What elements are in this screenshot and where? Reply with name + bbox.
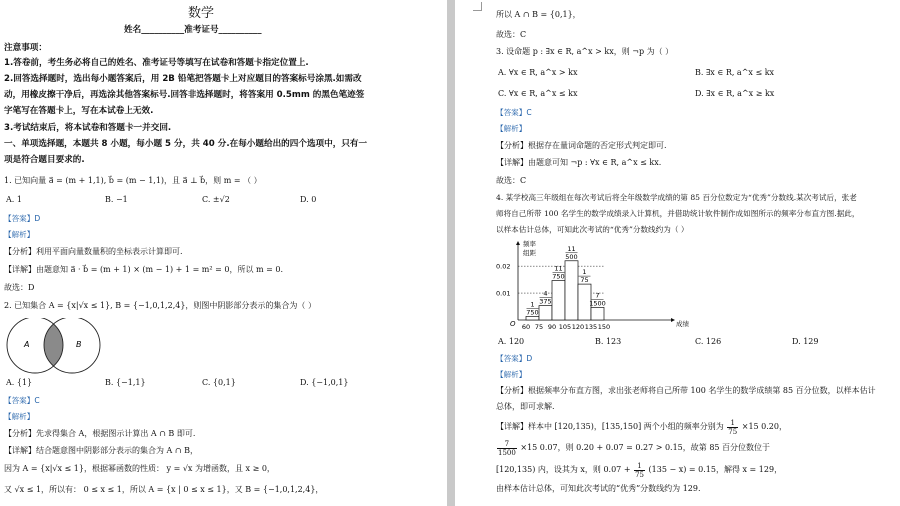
q1-option-b: B. −1 — [105, 195, 128, 204]
bar-label-den: 1500 — [589, 299, 606, 308]
venn-diagram — [2, 318, 106, 376]
q2-line-2: 又 √x ≤ 1，所以有： 0 ≤ x ≤ 1，所以 A = {x | 0 ≤ x ≤ 1}，又 B = {−1,0,1,2,4}， — [4, 485, 324, 494]
q3-option-a: A. ∀x ∈ R, a^x > kx — [498, 68, 578, 77]
q4-option-d: D. 129 — [792, 337, 819, 346]
q1-jiexi: 【解析】 — [4, 230, 35, 239]
y-tick-label: 0.01 — [496, 289, 511, 298]
q4-xiangjie-2 — [496, 438, 770, 458]
q1-xiangjie: 【详解】由题意知 a⃗ · b⃗ = (m + 1) × (m − 1) + 1 = m² = 0，所以 m = 0. — [4, 265, 284, 274]
q3-jiexi: 【解析】 — [496, 124, 527, 133]
q3-answer: 【答案】C — [496, 108, 532, 117]
q1-guxuan: 故选：D — [4, 283, 35, 292]
x-tick-label: 135 — [584, 323, 598, 331]
q4-xj2-text: ×15 0.07，则 0.20 + 0.07 = 0.27 > 0.15，故第 85 百分位数位于 — [520, 443, 771, 452]
frequency-histogram — [496, 240, 696, 332]
q4-option-c: C. 126 — [695, 337, 722, 346]
q4-xj1-tail: ×15 0.20， — [741, 422, 787, 431]
notice-1: 1.答卷前，考生务必将自己的姓名、准考证号等填写在试卷和答题卡指定位置上. — [4, 58, 309, 68]
q4-xiangjie-1 — [496, 417, 787, 437]
bar-label-den: 500 — [565, 252, 578, 261]
y-axis-label-2: 组距 — [523, 249, 536, 257]
q4-xj1-text: 【详解】样本中 [120,135)，[135,150] 两个小组的频率分别为 — [496, 422, 724, 431]
q3-text: 3. 设命题 p : ∃x ∈ R, a^x > kx，则 ¬p 为（ ） — [496, 47, 674, 56]
q3-option-d: D. ∃x ∈ R, a^x ≥ kx — [695, 89, 775, 98]
bar-label-num: 7 — [595, 291, 600, 300]
doc-title: 数学 — [188, 6, 215, 21]
notice-3: 3.考试结束后，将本试卷和答题卡一并交回. — [4, 123, 172, 133]
bar-label-num: 4 — [543, 289, 548, 298]
q4-xiangjie-3 — [496, 460, 782, 480]
q4-fenxi-2: 总体，即可求解. — [496, 402, 555, 411]
bar-label-num: 1 — [530, 300, 535, 309]
q4-xj3-tail: (135 − x) = 0.15，解得 x = 129， — [648, 465, 783, 474]
q2-option-a: A. {1} — [6, 378, 33, 387]
venn-label-a: A — [24, 340, 30, 349]
x-tick-label: 90 — [547, 323, 557, 331]
q2-jiexi: 【解析】 — [4, 412, 35, 421]
q2-line-1: 因为 A = {x|√x ≤ 1}，根据幂函数的性质： y = √x 为增函数，且 x ≥ 0， — [4, 464, 275, 473]
q3-option-b: B. ∃x ∈ R, a^x ≤ kx — [695, 68, 775, 77]
q3-fenxi: 【分析】根据存在量词命题的否定形式判定即可. — [496, 141, 667, 150]
notice-2c: 字笔写在答题卡上，写在本试卷上无效. — [4, 106, 154, 116]
q4-xiangjie-4: 由样本估计总体，可知此次考试的“优秀”分数线约为 129. — [496, 484, 701, 493]
q4-jiexi: 【解析】 — [496, 370, 527, 379]
bar-label-den: 375 — [539, 297, 552, 306]
page-right — [455, 0, 900, 506]
r-guxuan-1: 故选：C — [496, 30, 527, 39]
x-axis-label: 成绩 — [676, 320, 689, 328]
bar-label-den: 750 — [526, 308, 539, 317]
q2-option-c: C. {0,1} — [202, 378, 236, 387]
q4-fenxi-1: 【分析】根据频率分布直方图，求出张老师将自己所带 100 名学生的数学成绩第 85 百分位数，以样本估计 — [496, 386, 876, 395]
q1-text: 1. 已知向量 a⃗ = (m + 1,1), b⃗ = (m − 1,1)，且 a⃗ ⊥ b⃗，则 m = （ ） — [4, 176, 262, 185]
x-tick-label: 75 — [534, 323, 544, 331]
section-1a: 一、单项选择题，本题共 8 小题，每小题 5 分，共 40 分.在每小题给出的四个选项中，只有一 — [4, 139, 368, 149]
venn-label-b: B — [76, 340, 82, 349]
histogram-bar — [552, 281, 565, 320]
q2-text: 2. 已知集合 A = {x|√x ≤ 1}, B = {−1,0,1,2,4}，则图中阴影部分表示的集合为（ ） — [4, 301, 316, 310]
q1-fenxi: 【分析】利用平面向量数量积的坐标表示计算即可. — [4, 247, 183, 256]
histogram-bar — [565, 261, 578, 320]
q3-guxuan: 故选：C — [496, 176, 527, 185]
q4-answer: 【答案】D — [496, 354, 533, 363]
bar-label-den: 75 — [580, 276, 589, 285]
page-left — [0, 0, 447, 506]
q2-fenxi: 【分析】先求得集合 A，根据图示计算出 A ∩ B 即可. — [4, 429, 196, 438]
q4-xj3-text: [120,135) 内，设其为 x，则 0.07 + — [496, 465, 631, 474]
r-line-1: 所以 A ∩ B = {0,1}， — [496, 10, 581, 19]
y-tick-label: 0.02 — [496, 262, 511, 271]
name-line: 姓名__________准考证号__________ — [124, 25, 262, 35]
bar-label-num: 11 — [567, 244, 576, 253]
section-1b: 项是符合题目要求的. — [4, 155, 85, 165]
q2-xiangjie: 【详解】结合题意图中阴影部分表示的集合为 A ∩ B， — [4, 446, 198, 455]
notice-2b: 动，用橡皮擦干净后，再选涂其他答案标号.回答非选择题时，将答案用 0.5mm 的黑色笔迹签 — [4, 90, 365, 100]
bar-label-den: 750 — [552, 272, 565, 281]
q4-text-1: 4. 某学校高三年级组在每次考试后将全年级数学成绩的第 85 百分位数定为“优秀”分数线.某次考试后，张老 — [496, 193, 857, 202]
q2-option-d: D. {−1,0,1} — [300, 378, 349, 387]
q4-text-3: 以样本估计总体，可知此次考试的“优秀”分数线约为（ ） — [496, 225, 689, 234]
crop-mark — [473, 2, 482, 11]
notice-head: 注意事项： — [4, 43, 47, 53]
q1-option-c: C. ±√2 — [202, 195, 230, 204]
histogram-bar — [539, 306, 552, 320]
q1-option-a: A. 1 — [6, 195, 22, 204]
x-tick-label: 120 — [571, 323, 585, 331]
q4-option-b: B. 123 — [595, 337, 622, 346]
q3-xiangjie: 【详解】由题意可知 ¬p : ∀x ∈ R, a^x ≤ kx. — [496, 158, 662, 167]
q1-option-d: D. 0 — [300, 195, 317, 204]
histogram-bar — [526, 316, 539, 320]
x-tick-label: 150 — [597, 323, 611, 331]
x-tick-label: 60 — [521, 323, 531, 331]
x-tick-label: 105 — [558, 323, 572, 331]
fraction-7-1500: $\frac{7}{1500}$ — [498, 439, 516, 457]
q1-answer: 【答案】D — [4, 214, 41, 223]
x-axis-arrow — [671, 318, 675, 322]
y-axis-arrow — [516, 241, 520, 245]
fraction-1-75: $\frac{1}{75}$ — [728, 418, 738, 436]
q4-option-a: A. 120 — [498, 337, 525, 346]
q3-option-c: C. ∀x ∈ R, a^x ≤ kx — [498, 89, 578, 98]
q4-text-2: 师将自己所带 100 名学生的数学成绩录入计算机，并借助统计软件制作成如图所示的频率分布直方图.据此， — [496, 209, 860, 218]
notice-2a: 2.回答选择题时，选出每小题答案后，用 2B 铅笔把答题卡上对应题目的答案标号涂黑.如需改 — [4, 74, 362, 84]
origin-label: O — [510, 320, 516, 328]
y-axis-label: 频率 — [523, 240, 536, 248]
bar-label-num: 1 — [582, 268, 587, 277]
fraction-1-75-b: $\frac{1}{75}$ — [635, 461, 644, 479]
page-gap — [447, 0, 455, 506]
bar-label-num: 11 — [554, 264, 563, 273]
histogram-bar — [591, 307, 604, 320]
q2-answer: 【答案】C — [4, 396, 40, 405]
q2-option-b: B. {−1,1} — [105, 378, 146, 387]
